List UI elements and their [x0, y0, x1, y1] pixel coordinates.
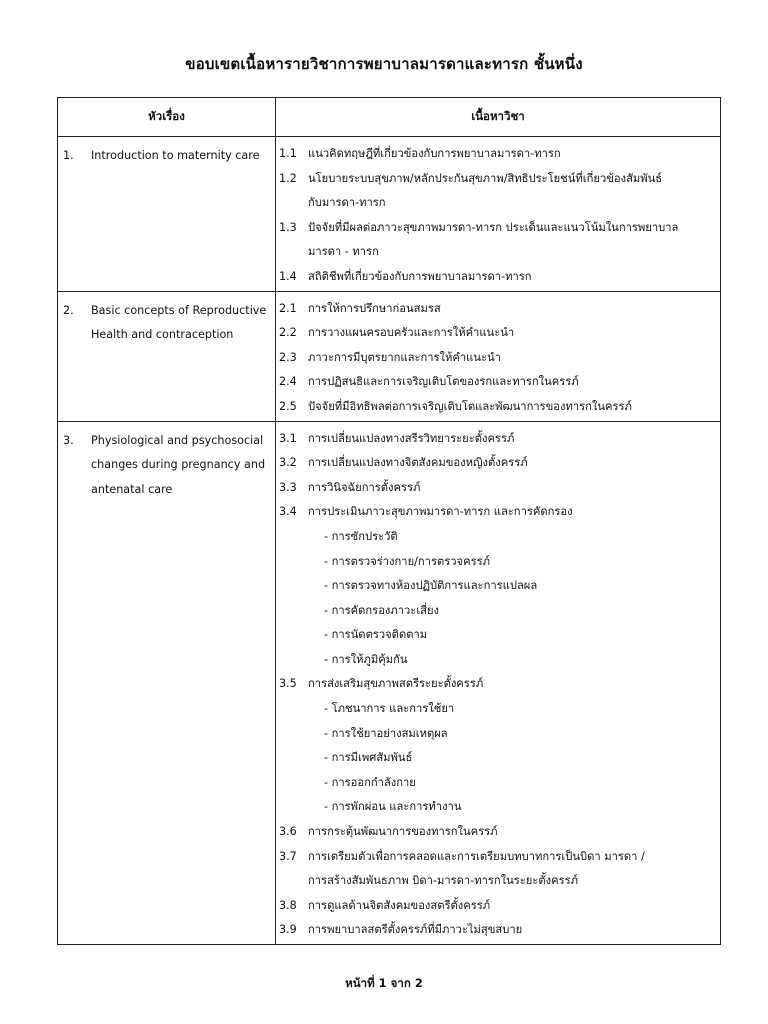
item-text — [308, 346, 719, 371]
content-item — [277, 216, 719, 265]
item-number: 3.9 — [279, 923, 297, 937]
item-text-line: ปัจจัยที่มีผลต่อภาวะสุขภาพมารดา-ทารก ประเด็นและแนวโน้มในการพยาบาล — [308, 220, 679, 234]
item-number: 2.1 — [279, 301, 297, 315]
item-text-line: การพยาบาลสตรีตั้งครรภ์ที่มีภาวะไม่สุขสบาย — [308, 923, 523, 937]
item-text-line: มารดา - ทารก — [308, 245, 379, 259]
item-number: 3.6 — [279, 825, 297, 839]
item-number: 1.4 — [279, 269, 297, 283]
content-item — [277, 370, 719, 395]
topic-number: 2. — [63, 303, 74, 317]
topic-block — [59, 423, 274, 503]
content-cell — [276, 421, 721, 944]
document-title: ขอบเขตเนื้อหารายวิชาการพยาบาลมารดาและทารก ชั้นหนึ่ง — [185, 55, 583, 73]
item-text — [308, 297, 719, 322]
item-text — [308, 820, 719, 845]
topic-title — [91, 299, 274, 348]
item-number: 3.8 — [279, 898, 297, 912]
sub-item: - การซักประวัติ — [324, 529, 398, 543]
item-text — [308, 370, 719, 395]
item-number: 3.3 — [279, 480, 297, 494]
topic-number: 3. — [63, 433, 74, 447]
sub-item: - การคัดกรองภาวะเสี่ยง — [324, 603, 439, 617]
content-item — [277, 672, 719, 697]
item-text-line: แนวคิดทฤษฎีที่เกี่ยวข้องกับการพยาบาลมารดา-ทารก — [308, 147, 561, 160]
content-item — [277, 894, 719, 919]
table-row — [58, 137, 721, 292]
item-text-line: การเปลี่ยนแปลงทางสรีรวิทยาระยะตั้งครรภ์ — [308, 431, 515, 445]
sub-item: - การนัดตรวจติดตาม — [324, 628, 428, 642]
topic-title — [91, 144, 274, 169]
topic-title-line: Basic concepts of Reproductive — [91, 303, 267, 317]
content-item — [277, 820, 719, 845]
content-item — [277, 845, 719, 894]
item-number: 2.2 — [279, 326, 297, 340]
content-item — [277, 427, 719, 452]
sub-item: - การให้ภูมิคุ้มกัน — [324, 652, 408, 666]
item-text — [308, 427, 719, 452]
item-number: 3.5 — [279, 677, 297, 691]
item-number: 1.1 — [279, 147, 297, 160]
content-item — [277, 297, 719, 322]
item-number: 2.5 — [279, 399, 297, 413]
item-text-line: การส่งเสริมสุขภาพสตรีระยะตั้งครรภ์ — [308, 677, 484, 691]
topic-title-line: Physiological and psychosocial — [91, 433, 264, 447]
content-item — [277, 265, 719, 290]
course-content-table — [57, 97, 721, 945]
content-items — [277, 423, 719, 943]
content-cell — [276, 291, 721, 421]
content-item — [277, 476, 719, 501]
item-text-line: การประเมินภาวะสุขภาพมารดา-ทารก และการคัดกรอง — [308, 505, 573, 519]
topic-cell — [58, 137, 276, 292]
item-number: 3.7 — [279, 849, 297, 863]
item-text — [308, 500, 719, 525]
content-items — [277, 138, 719, 290]
item-number: 2.4 — [279, 375, 297, 389]
item-text — [308, 395, 719, 420]
item-text — [308, 476, 719, 501]
item-text-line: การเปลี่ยนแปลงทางจิตสังคมของหญิงตั้งครรภ์ — [308, 456, 528, 470]
topic-title-line: antenatal care — [91, 482, 173, 496]
content-item — [277, 142, 719, 167]
sub-item: - การตรวจร่างกาย/การตรวจครรภ์ — [324, 554, 490, 568]
item-text — [308, 321, 719, 346]
content-item — [277, 500, 719, 525]
topic-title — [91, 429, 274, 503]
item-number: 1.2 — [279, 171, 297, 185]
item-text-line: ภาวะการมีบุตรยากและการให้คำแนะนำ — [308, 350, 501, 364]
item-text — [308, 451, 719, 476]
item-text-line: นโยบายระบบสุขภาพ/หลักประกันสุขภาพ/สิทธิประโยชน์ที่เกี่ยวข้องสัมพันธ์ — [308, 171, 663, 185]
content-cell — [276, 137, 721, 292]
item-number: 3.1 — [279, 431, 297, 445]
content-item — [277, 451, 719, 476]
item-text — [308, 216, 719, 265]
topic-title-line: Introduction to maternity care — [91, 149, 260, 162]
item-text-line: การวินิจฉัยการตั้งครรภ์ — [308, 480, 421, 494]
sub-item: - การออกกำลังกาย — [324, 775, 416, 789]
item-text-line: การสร้างสัมพันธภาพ บิดา-มารดา-ทารกในระยะตั้งครรภ์ — [308, 874, 578, 888]
page-number: หน้าที่ 1 จาก 2 — [345, 976, 423, 990]
item-text — [308, 672, 719, 697]
topic-title-line: Health and contraception — [91, 328, 234, 342]
topic-column-header: หัวเรื่อง — [58, 98, 276, 137]
item-text — [308, 845, 719, 894]
item-number: 3.4 — [279, 505, 297, 519]
sub-item: - การมีเพศสัมพันธ์ — [324, 751, 413, 765]
sub-item: - โภชนาการ และการใช้ยา — [324, 702, 455, 716]
item-text — [308, 142, 719, 167]
sub-item: - การใช้ยาอย่างสมเหตุผล — [324, 726, 448, 740]
content-item — [277, 167, 719, 216]
item-text — [308, 167, 719, 216]
item-text-line: กับมารดา-ทารก — [308, 196, 386, 210]
item-text-line: การกระตุ้นพัฒนาการของทารกในครรภ์ — [308, 825, 498, 839]
item-text-line: การวางแผนครอบครัวและการให้คำแนะนำ — [308, 326, 515, 340]
topic-block — [59, 138, 274, 169]
content-item — [277, 321, 719, 346]
item-number: 1.3 — [279, 220, 297, 234]
item-text-line: การให้การปรึกษาก่อนสมรส — [308, 301, 441, 315]
item-text — [308, 265, 719, 290]
item-number: 2.3 — [279, 350, 297, 364]
content-item — [277, 918, 719, 943]
topic-cell — [58, 421, 276, 944]
topic-cell — [58, 291, 276, 421]
topic-number: 1. — [63, 149, 74, 162]
topic-title-line: changes during pregnancy and — [91, 458, 266, 472]
content-items — [277, 293, 719, 420]
content-column-header: เนื้อหาวิชา — [276, 98, 721, 137]
sub-item: - การพักผ่อน และการทำงาน — [324, 800, 462, 814]
content-item — [277, 395, 719, 420]
table-row — [58, 421, 721, 944]
item-number: 3.2 — [279, 456, 297, 470]
content-item — [277, 346, 719, 371]
item-text-line: การปฏิสนธิและการเจริญเติบโตของรกและทารกในครรภ์ — [308, 375, 579, 389]
item-text — [308, 918, 719, 943]
sub-item: - การตรวจทางห้องปฏิบัติการและการแปลผล — [324, 579, 538, 593]
item-text-line: การดูแลด้านจิตสังคมของสตรีตั้งครรภ์ — [308, 898, 491, 912]
item-text-line: การเตรียมตัวเพื่อการคลอดและการเตรียมบทบาทการเป็นบิดา มารดา / — [308, 849, 645, 863]
item-text-line: สถิติชีพที่เกี่ยวข้องกับการพยาบาลมารดา-ทารก — [308, 269, 532, 283]
topic-block — [59, 293, 274, 348]
item-text — [308, 894, 719, 919]
table-header-row — [58, 98, 721, 137]
table-row — [58, 291, 721, 421]
item-text-line: ปัจจัยที่มีอิทธิพลต่อการเจริญเติบโตและพัฒนาการของทารกในครรภ์ — [308, 399, 632, 413]
